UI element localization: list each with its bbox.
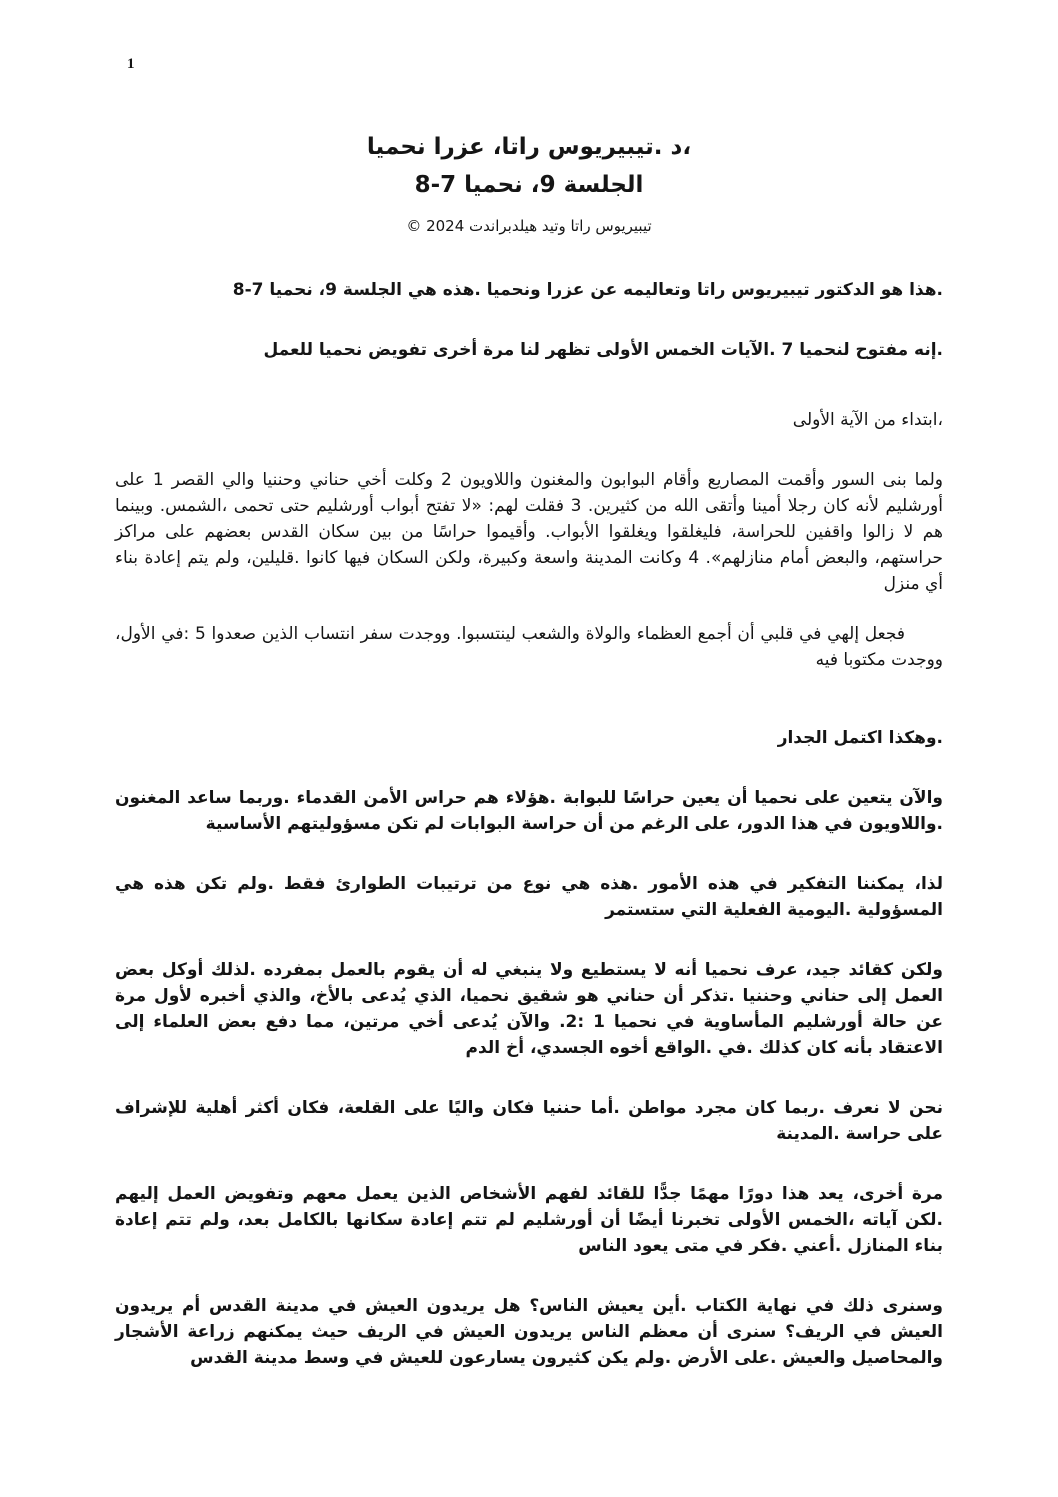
document-content: [115, 131, 943, 1371]
paragraph-wall-completed: .وهكذا اكتمل الجدار: [777, 728, 943, 748]
paragraph-gate-guards: والآن يتعين على نحميا أن يعين حراسًا للبوابة .هؤلاء هم حراس الأمن القدماء .وربما ساعد المغنون .واللاويون في هذا الدور، على الرغم من أن حراسة البوابات لم تكن مسؤوليتهم الأساسية: [115, 788, 943, 834]
scripture-quote-neh7-1-4: ولما بنى السور وأقمت المصاريع وأقام البوابون والمغنون واللاويون 2 وكلت أخي حناني وحننيا والي القصر 1 على أورشليم لأنه كان رجلا أمينا وأتقى الله من كثيرين. 3 فقلت لهم: «لا تفتح أبواب أورشليم حتى تحمى ،الشمس. وبينما هم لا زالوا واقفين للحراسة، فليغلقوا ويغلقوا الأبواب. وأقيموا حراسًا من بين سكان القدس بعضهم على مراكز حراستهم، والبعض أمام منازلهم». 4 وكانت المدينة واسعة وكبيرة، ولكن السكان فيها كانوا .قليلين، ولم يتم إعادة بناء أي منزل: [115, 470, 943, 594]
copyright-line: تيبيريوس راتا وتيد هيلدبراندت 2024 ©: [406, 217, 652, 235]
document-title: ،د .تيبيريوس راتا، عزرا نحميا: [366, 134, 692, 160]
paragraph-overview: .إنه مفتوح لنحميا 7 .الآيات الخمس الأولى تظهر لنا مرة أخرى تفويض نحميا للعمل: [263, 340, 943, 360]
scripture-quote-neh7-5: فجعل إلهي في قلبي أن أجمع العظماء والولاة والشعب لينتسبوا. ووجدت سفر انتساب الذين صعدوا 5 :في الأول، ووجدت مكتوبا فيه: [115, 624, 943, 670]
paragraph-delegation: ولكن كقائد جيد، عرف نحميا أنه لا يستطيع ولا ينبغي له أن يقوم بالعمل بمفرده .لذلك أوكل بعض العمل إلى حناني وحننيا .تذكر أن حناني هو شقيق نحميا، الذي يُدعى بالأخ، والذي أخبره لأول مرة عن حالة أورشليم المأساوية في نحميا 1 :2. والآن يُدعى أخي مرتين، مما دفع بعض العلماء إلى الاعتقاد بأنه كان كذلك .في .الواقع أخوه الجسدي، أخ الدم: [115, 960, 943, 1058]
paragraph-emergency-arrangements: لذا، يمكننا التفكير في هذه الأمور .هذه هي نوع من ترتيبات الطوارئ فقط .ولم تكن هذه هي المسؤولية .اليومية الفعلية التي ستستمر: [115, 874, 943, 920]
paragraph-session-intro: .هذا هو الدكتور تيبيريوس راتا وتعاليمه عن عزرا ونحميا .هذه هي الجلسة 9، نحميا 7-8: [232, 280, 943, 300]
paragraph-leader-role: مرة أخرى، يعد هذا دورًا مهمًا جدًّا للقائد لفهم الأشخاص الذين يعمل معهم وتفويض العمل إليهم .لكن آياته ،الخمس الأولى تخبرنا أيضًا أن أورشليم لم تتم إعادة سكانها بالكامل بعد، ولم تتم إعادة بناء المنازل .أعني .فكر في متى يعود الناس: [115, 1184, 943, 1256]
paragraph-where-people-live: وسنرى ذلك في نهاية الكتاب .أين يعيش الناس؟ هل يريدون العيش في مدينة القدس أم يريدون العيش في الريف؟ سنرى أن معظم الناس يريدون العيش في الريف حيث يمكنهم زراعة الأشجار والمحاصيل والعيش .على الأرض .ولم يكن كثيرون يسارعون للعيش في وسط مدينة القدس: [115, 1296, 943, 1368]
paragraph-lead-in: ،ابتداء من الآية الأولى: [792, 410, 943, 430]
paragraph-hananiah: نحن لا نعرف .ربما كان مجرد مواطن .أما حننيا فكان واليًا على القلعة، فكان أكثر أهلية للإشراف على حراسة .المدينة: [115, 1098, 943, 1144]
document-subtitle: الجلسة 9، نحميا 7-8: [414, 172, 644, 198]
document-header: [115, 131, 943, 237]
page-number: 1: [127, 56, 135, 72]
